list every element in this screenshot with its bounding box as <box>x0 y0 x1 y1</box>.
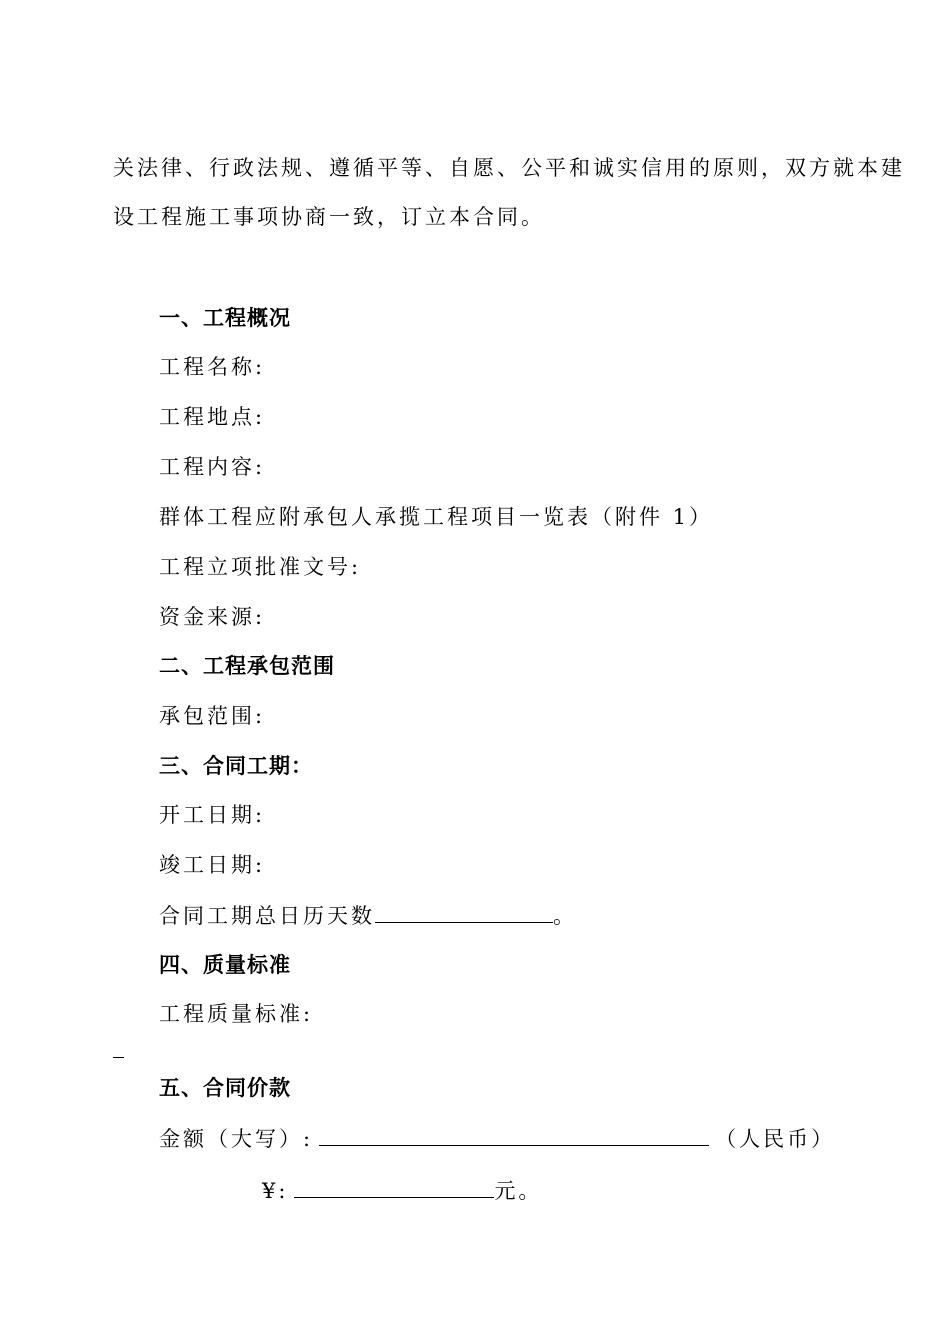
total-days-line <box>159 900 577 931</box>
total-days-blank[interactable] <box>375 900 553 923</box>
intro-line-1: 关法律、行政法规、遵循平等、自愿、公平和诚实信用的原则，双方就本建 <box>113 156 905 180</box>
group-project-note: 群体工程应附承包人承揽工程项目一览表（附件 1） <box>159 505 714 529</box>
funding-source-label: 资金来源: <box>159 605 266 629</box>
scope-label: 承包范围: <box>159 704 266 728</box>
amount-blank[interactable] <box>319 1123 709 1146</box>
yen-line <box>262 1175 542 1206</box>
section-1-heading: 一、工程概况 <box>159 306 291 330</box>
intro-line-2: 设工程施工事项协商一致，订立本合同。 <box>113 205 545 229</box>
yen-unit: 元。 <box>494 1179 543 1203</box>
amount-label: 金额（大写）: <box>159 1127 314 1151</box>
section-4-heading: 四、质量标准 <box>159 953 291 977</box>
yen-blank[interactable] <box>294 1175 494 1198</box>
quality-standard-label: 工程质量标准: <box>159 1002 314 1026</box>
section-3-heading: 三、合同工期： <box>159 754 313 778</box>
total-days-suffix: 。 <box>553 904 577 928</box>
section-5-heading: 五、合同价款 <box>159 1076 291 1100</box>
approval-number-label: 工程立项批准文号: <box>159 555 362 579</box>
completion-date-label: 竣工日期: <box>159 853 266 877</box>
amount-unit: （人民币） <box>715 1127 836 1151</box>
amount-line <box>159 1123 835 1154</box>
total-days-label: 合同工期总日历天数 <box>159 904 375 928</box>
section-2-heading: 二、工程承包范围 <box>159 654 335 678</box>
project-location-label: 工程地点: <box>159 405 266 429</box>
yen-label: ¥: <box>262 1179 289 1203</box>
project-name-label: 工程名称: <box>159 355 266 379</box>
margin-dash <box>113 1057 124 1058</box>
project-content-label: 工程内容: <box>159 455 266 479</box>
start-date-label: 开工日期: <box>159 803 266 827</box>
